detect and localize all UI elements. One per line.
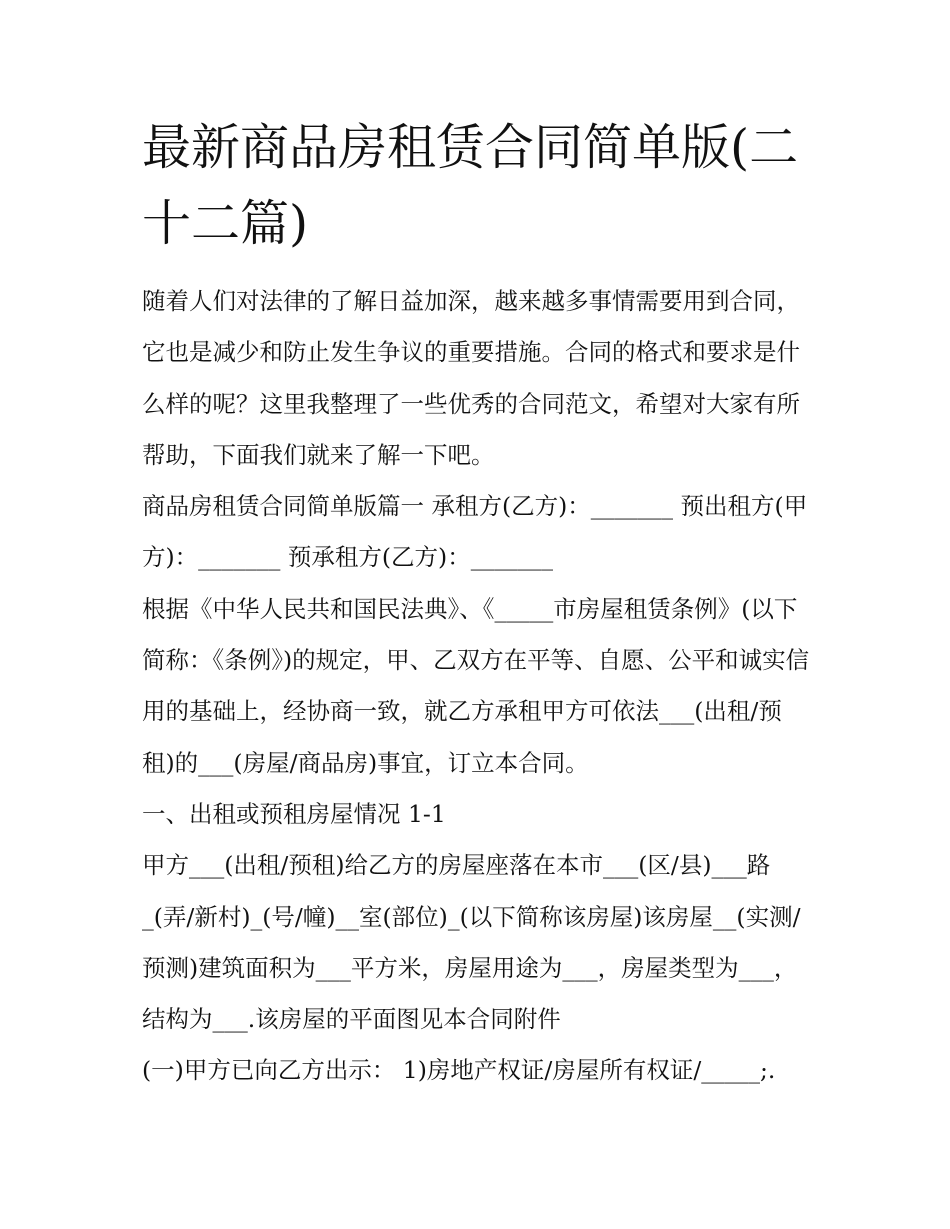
document-page [142, 110, 812, 1097]
property-details-paragraph: 甲方___(出租/预租)给乙方的房屋座落在本市___(区/县)___路_(弄/新村)_(号/幢)__室(部位)_(以下简称该房屋)该房屋__(实测/预测)建筑面积为___平方米，房屋用途为___，房屋类型为___，结构为___.该房屋的平面图见本合同附件 [142, 851, 801, 1034]
intro-paragraph: 随着人们对法律的了解日益加深，越来越多事情需要用到合同，它也是减少和防止发生争议的重要措施。合同的格式和要求是什么样的呢？这里我整理了一些优秀的合同范文，希望对大家有所帮助，下面我们就来了解一下吧。 [142, 287, 800, 469]
certificate-paragraph: (一)甲方已向乙方出示： 1)房地产权证/房屋所有权证/_____;. [142, 1056, 776, 1085]
contract-parties-paragraph: 商品房租赁合同简单版篇一 承租方(乙方)：_______ 预出租方(甲方)：_______ 预承租方(乙方)：_______ [142, 492, 808, 572]
section-heading: 一、出租或预租房屋情况 1-1 [142, 799, 446, 828]
legal-basis-paragraph: 根据《中华人民共和国民法典》、《_____市房屋租赁条例》(以下简称：《条例》)的规定，甲、乙双方在平等、自愿、公平和诚实信用的基础上，经协商一致，就乙方承租甲方可依法___(出租/预租)的___(房屋/商品房)事宜，订立本合同。 [142, 594, 810, 777]
document-title: 最新商品房租赁合同简单版(二十二篇) [142, 119, 799, 252]
